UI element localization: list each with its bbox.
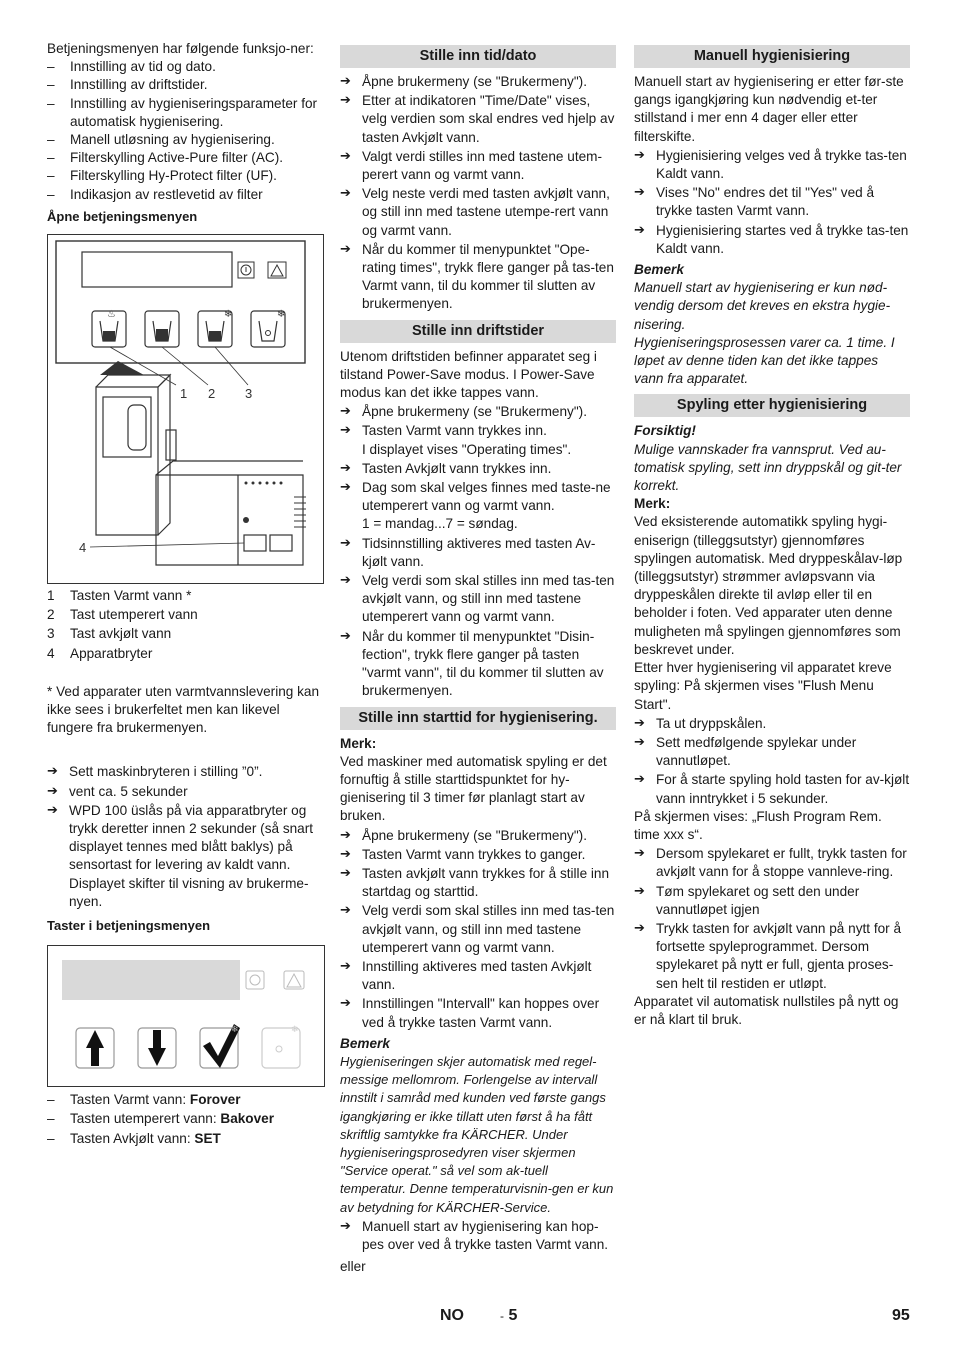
legend-item <box>47 645 325 663</box>
list-item: – Tasten Varmt vann: Forover <box>47 1091 325 1109</box>
function-list <box>47 58 325 204</box>
step-item: ➔ vent ca. 5 sekunder <box>47 783 325 801</box>
step-item: ➔ Vises "No" endres det til "Yes" ved å trykke tasten Varmt vann. <box>634 184 910 220</box>
list-item: – Innstilling av driftstider. <box>47 76 325 94</box>
step-item: ➔ Velg verdi som skal stilles inn med tas-ten avkjølt vann, og still inn med tastene utemperert vann og varmt vann. <box>340 902 616 957</box>
startup-steps <box>47 763 325 911</box>
keys-figure <box>47 945 325 1087</box>
legend-item <box>47 625 325 643</box>
step-item: ➔ Hygienisiering startes ved å trykke tas-ten Kaldt vann. <box>634 222 910 258</box>
step-item: ➔ Åpne brukermeny (se "Brukermeny"). <box>340 73 616 91</box>
section-header: Stille inn starttid for hygienisering. <box>340 707 616 730</box>
remark-text: Hygieniseringsprosessen varer ca. 1 time. I løpet av denne tiden kan det ikke tappes vann fra apparatet. <box>634 334 895 387</box>
svg-text:❄: ❄ <box>231 1025 239 1036</box>
device-illustration <box>48 235 323 583</box>
step-item: ➔ Tasten Avkjølt vann trykkes inn. <box>340 460 616 478</box>
column-2 <box>340 45 616 1276</box>
step-note: 1 = mandag...7 = søndag. <box>362 516 518 532</box>
section-header: Manuell hygienisiering <box>634 45 910 68</box>
step-item: ➔ Tasten avkjølt vann trykkes for å stille inn startdag og starttid. <box>340 865 616 901</box>
step-item: ➔ Ta ut dryppskålen. <box>634 715 910 733</box>
section-header: Stille inn driftstider <box>340 320 616 343</box>
step-item: ➔ For å starte spyling hold tasten for av-kjølt vann inntrykket i 5 sekunder. <box>634 771 910 807</box>
device-figure <box>47 234 324 584</box>
step-item: ➔ Dag som skal velges finnes med taste-ne utemperert vann og varmt vann. <box>340 479 616 515</box>
step-item: ➔ Tøm spylekaret og sett den under vannutløpet igjen <box>634 883 910 919</box>
list-item: – Innstilling av tid og dato. <box>47 58 325 76</box>
legend-item <box>47 587 325 605</box>
step-item: ➔ Når du kommer til menypunktet "Ope-rating times", trykk flere ganger på tas-ten Varmt vann, til du kommer til slutten av brukermenyen. <box>340 241 616 314</box>
caution-label: Forsiktig! <box>634 423 696 439</box>
step-item: ➔ Trykk tasten for avkjølt vann på nytt for å fortsette spyleprogrammet. Dersom spylekaret på nytt er full, gjenta proses-sen helt til restiden er utløpt. <box>634 920 910 993</box>
step-item: ➔ Innstilling aktiveres med tasten Avkjølt vann. <box>340 958 616 994</box>
paragraph: Manuell start av hygienisering er etter før-ste gangs igangkjøring kun nødvendig et-ter stillstand i mer enn 4 dager eller etter filterskifte. <box>634 74 904 144</box>
legend-number: 3 <box>47 626 55 642</box>
step-item: ➔ Velg neste verdi med tasten avkjølt vann, og still inn med tastene utempe-rert vann og varmt vann. <box>340 185 616 240</box>
footer-language: NO <box>440 1307 464 1324</box>
caution-text: Mulige vannskader fra vannsprut. Ved au-tomatisk spyling, sett inn dryppskål og git-ter korrekt. <box>634 441 902 494</box>
paragraph: eller <box>340 1259 366 1275</box>
legend-number: 2 <box>47 607 55 623</box>
callout-4: 4 <box>79 540 87 556</box>
step-item: ➔ Tasten Varmt vann trykkes to ganger. <box>340 846 616 864</box>
footnote: * Ved apparater uten varmtvannslevering kan ikke sees i brukerfeltet men kan likevel fungere fra brukermenyen. <box>47 683 320 736</box>
callout-2: 2 <box>208 386 216 402</box>
svg-text:❄: ❄ <box>224 309 233 321</box>
keys-illustration <box>48 946 324 1086</box>
keys-list <box>47 1091 325 1148</box>
legend-text: Tast utemperert vann <box>70 607 198 623</box>
paragraph: Ved maskiner med automatisk spyling er det fornuftig å stille starttidspunktet for hy-gienisering til 3 timer før planlagt start av bruken. <box>340 753 607 824</box>
svg-text:♨: ♨ <box>107 309 116 321</box>
paragraph: Ved eksisterende automatikk spyling hygi-eniserign (tilleggsutstyr) gjennomføres spylingen automatisk. Med dryppeskålav-løp (tilleggsutstyr) strømmer avløpsvann via dryppeskålen direkte til avløp eller til en beholder i foten. Ved apparater uten denne muligheten må spylingen gjennomføres som beskrevet under. <box>634 514 903 657</box>
step-item: ➔ Sett maskinbryteren i stilling ”0”. <box>47 763 325 781</box>
callout-1: 1 <box>180 386 188 402</box>
column-3 <box>634 45 910 1029</box>
step-item: ➔ Valgt verdi stilles inn med tastene utem-perert vann og varmt vann. <box>340 148 616 184</box>
legend-text: Apparatbryter <box>70 645 153 661</box>
paragraph: Apparatet vil automatisk nullstiles på nytt og er nå klart til bruk. <box>634 993 899 1027</box>
step-item: ➔ Tidsinnstilling aktiveres med tasten Av-kjølt vann. <box>340 535 616 571</box>
step-item: ➔ Når du kommer til menypunktet "Disin-fection", trykk flere ganger på tasten "varmt vann", til du kommer til slutten av brukermenyen. <box>340 628 616 701</box>
intro-text: Betjeningsmenyen har følgende funksjo-ner: <box>47 41 314 56</box>
step-item: ➔ Manuell start av hygienisering kan hop-pes over ved å trykke tasten Varmt vann. <box>340 1218 616 1254</box>
legend-number: 1 <box>47 588 55 604</box>
step-item: ➔ Tasten Varmt vann trykkes inn. <box>340 422 616 440</box>
callout-3: 3 <box>245 386 253 402</box>
legend-text: Tast avkjølt vann <box>70 626 172 642</box>
step-item: ➔ Innstillingen "Intervall" kan hoppes over ved å trykke tasten Varmt vann. <box>340 995 616 1031</box>
remark-text: Manuell start av hygienisering er kun nød-vendig dersom det kreves en ekstra hygie-nisering. <box>634 280 891 332</box>
remark-label: Bemerk <box>634 262 684 278</box>
figure-legend <box>47 587 325 663</box>
section-header: Spyling etter hygienisiering <box>634 394 910 417</box>
note-label: Merk: <box>340 735 377 751</box>
list-item: – Innstilling av hygieniseringsparameter for automatisk hygienisering. <box>47 95 325 131</box>
paragraph: På skjermen vises: „Flush Program Rem. time xxx s“. <box>634 808 882 842</box>
step-item: ➔ Dersom spylekaret er fullt, trykk tasten for avkjølt vann for å stoppe vannleve-ring. <box>634 845 910 881</box>
step-item: ➔ Hygienisiering velges ved å trykke tas-ten Kaldt vann. <box>634 147 910 183</box>
legend-text: Tasten Varmt vann * <box>70 588 192 604</box>
note-label: Merk: <box>634 496 671 512</box>
svg-text:❄: ❄ <box>277 309 286 321</box>
section-heading: Åpne betjeningsmenyen <box>47 208 198 224</box>
column-1 <box>47 40 325 1148</box>
list-item: – Indikasjon av restlevetid av filter <box>47 186 325 204</box>
footer-page-number: 95 <box>892 1307 910 1324</box>
step-item: ➔ WPD 100 üslås på via apparatbryter og trykk deretter innen 2 sekunder (så snart displayet tennes med blått baklys) på sensortast for levering av kaldt vann. Displayet skifter til visning av brukerme-nyen. <box>47 802 325 911</box>
section-header: Stille inn tid/dato <box>340 45 616 68</box>
footer-section-page: - 5 <box>500 1307 518 1324</box>
list-item: – Filterskylling Active-Pure filter (AC). <box>47 149 325 167</box>
paragraph: Utenom driftstiden befinner apparatet seg i tilstand Power-Save modus. I Power-Save modus kan det ikke tappes vann. <box>340 348 597 401</box>
remark-label: Bemerk <box>340 1035 390 1051</box>
svg-text:❄: ❄ <box>291 1025 299 1036</box>
list-item: – Manell utløsning av hygienisering. <box>47 131 325 149</box>
remark-text: Hygieniseringen skjer automatisk med regel-messige mellomrom. Forlengelse av intervall innstilt i samråd med kunden ved første gangs igangkjøring er ikke tillatt uten først å ha fått skriftlig samtykke fra KÄRCHER. Under hygieniseringsprosedyren viser skjermen "Service operat." så vel som ak-tuell temperatur. Denne temperaturvisnin-gen er kun av betydning for KÄRCHER-Service. <box>340 1053 614 1215</box>
list-item: – Tasten Avkjølt vann: SET <box>47 1130 325 1148</box>
step-item: ➔ Åpne brukermeny (se "Brukermeny"). <box>340 403 616 421</box>
legend-number: 4 <box>47 645 55 661</box>
step-item: ➔ Etter at indikatoren "Time/Date" vises, velg verdien som skal endres ved hjelp av tasten Avkjølt vann. <box>340 92 616 147</box>
step-item: ➔ Velg verdi som skal stilles inn med tas-ten avkjølt vann, og still inn med tastene utemperert vann og varmt vann. <box>340 572 616 627</box>
step-note: I displayet vises "Operating times". <box>362 441 572 457</box>
list-item: – Filterskylling Hy-Protect filter (UF). <box>47 167 325 185</box>
list-item: – Tasten utemperert vann: Bakover <box>47 1110 325 1128</box>
section-heading: Taster i betjeningsmenyen <box>47 918 211 934</box>
step-item: ➔ Åpne brukermeny (se "Brukermeny"). <box>340 827 616 845</box>
step-item: ➔ Sett medfølgende spylekar under vannutløpet. <box>634 734 910 770</box>
legend-item <box>47 606 325 624</box>
paragraph: Etter hver hygienisering vil apparatet kreve spyling: På skjermen vises "Flush Menu Start". <box>634 660 892 712</box>
